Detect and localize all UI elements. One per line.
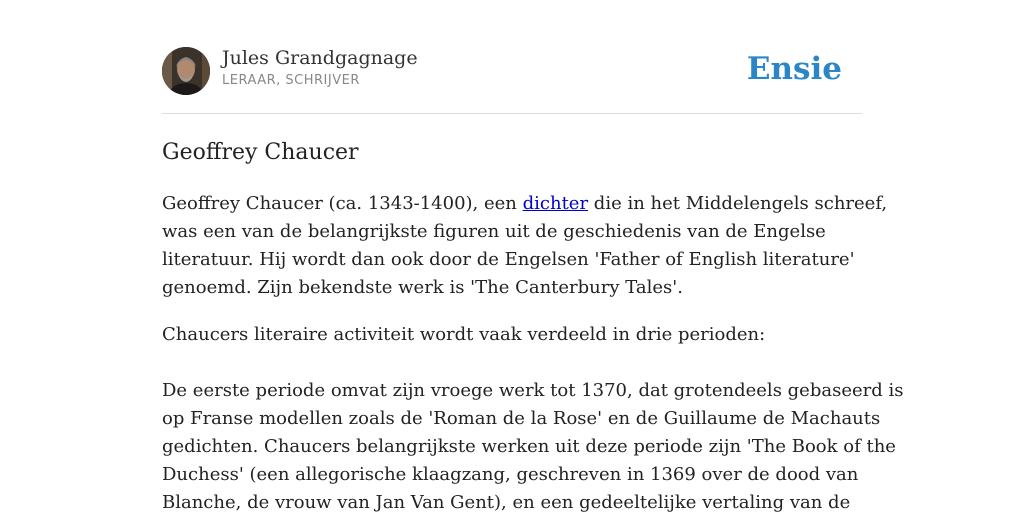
author-info — [222, 46, 418, 91]
header — [162, 0, 862, 114]
paragraph-3-line-5: Blanche, de vrouw van Jan Van Gent), en een gedeeltelijke vertaling van de — [162, 492, 851, 512]
paragraph-3 — [162, 377, 904, 512]
page — [162, 0, 904, 512]
article-body — [162, 190, 904, 512]
text-segment: Geoffrey Chaucer (ca. 1343-1400), een — [162, 193, 523, 214]
paragraph-3-line-1: De eerste periode omvat zijn vroege werk tot 1370, dat grotendeels gebaseerd is — [162, 380, 904, 401]
ensie-logo[interactable]: Ensie — [746, 51, 842, 87]
avatar-photo-icon — [162, 47, 210, 95]
paragraph-1-line-4: genoemd. Zijn bekendste werk is 'The Canterbury Tales'. — [162, 277, 683, 298]
paragraph-1 — [162, 190, 888, 302]
author-name[interactable]: Jules Grandgagnage — [222, 47, 418, 69]
paragraph-1-line-2: was een van de belangrijkste figuren uit de geschiedenis van de Engelse — [162, 221, 826, 242]
author-avatar[interactable] — [162, 47, 210, 95]
author-role: LERAAR, SCHRIJVER — [222, 73, 360, 88]
paragraph-3-line-4: Duchess' (een allegorische klaagzang, geschreven in 1369 over de dood van — [162, 464, 859, 485]
dichter-link[interactable]: dichter — [522, 193, 589, 214]
paragraph-1-line-3: literatuur. Hij wordt dan ook door de Engelsen 'Father of English literature' — [162, 249, 855, 270]
paragraph-3-line-2: op Franse modellen zoals de 'Roman de la Rose' en de Guillaume de Machauts — [162, 408, 881, 429]
paragraph-2: Chaucers literaire activiteit wordt vaak verdeeld in drie perioden: — [162, 324, 766, 345]
article-title: Geoffrey Chaucer — [162, 140, 359, 165]
paragraph-3-line-3: gedichten. Chaucers belangrijkste werken uit deze periode zijn 'The Book of the — [162, 436, 896, 457]
text-segment: die in het Middelengels schreef, — [588, 193, 888, 214]
paragraph-1-line-1 — [162, 190, 888, 218]
